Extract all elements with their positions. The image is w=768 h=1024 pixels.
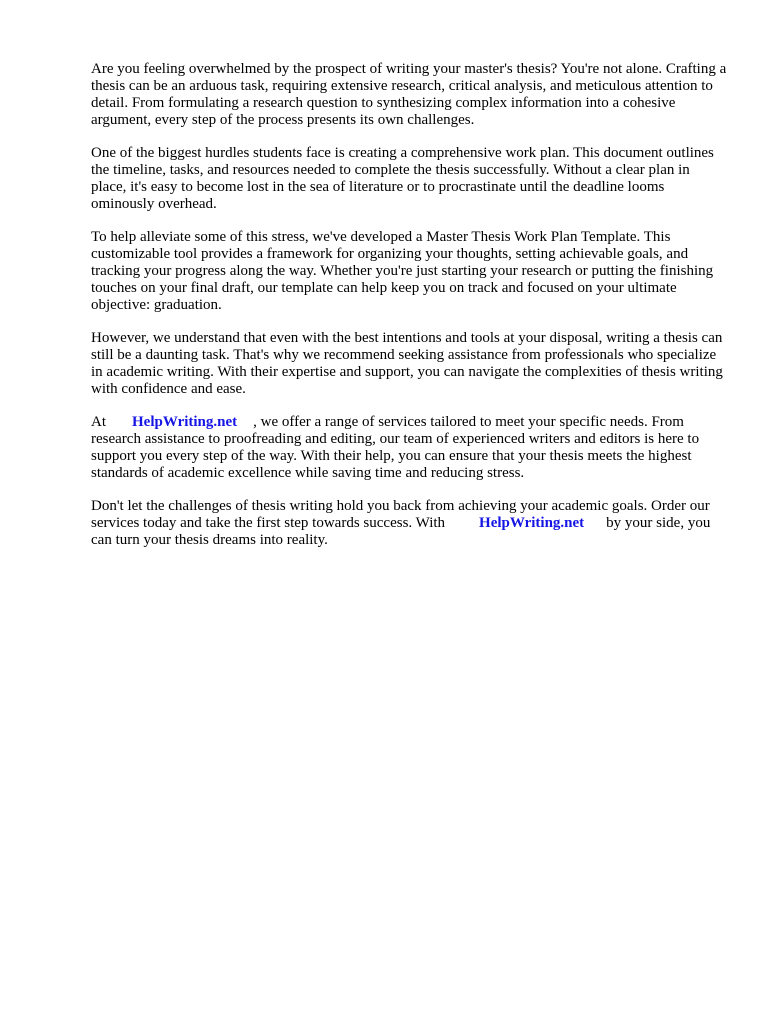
document-page bbox=[91, 61, 727, 565]
paragraph-services-body: , we offer a range of services tailored to meet your specific needs. From research assistance to proofreading and editing, our team of experienced writers and editors is here to support you every step of the way. With their help, you can ensure that your thesis meets the highest standards of academic excellence while saving time and reducing stress. bbox=[91, 414, 700, 481]
paragraph-intro: Are you feeling overwhelmed by the prospect of writing your master's thesis? You're not alone. Crafting a thesis can be an arduous task, requiring extensive research, critical analysis, and meticulous attention to detail. From formulating a research question to synthesizing complex information into a cohesive argument, every step of the process presents its own challenges. bbox=[91, 61, 727, 128]
paragraph-closing-body: by your side, you can turn your thesis dreams into reality. bbox=[91, 515, 711, 548]
paragraph-work-plan: One of the biggest hurdles students face is creating a comprehensive work plan. This document outlines the timeline, tasks, and resources needed to complete the thesis successfully. Without a clear plan in place, it's easy to become lost in the sea of literature or to procrastinate until the deadline looms ominously overhead. bbox=[91, 145, 714, 212]
helpwriting-link[interactable]: HelpWriting.net bbox=[132, 414, 238, 430]
paragraph-closing-lead: Don't let the challenges of thesis writing hold you back from achieving your academic goals. Order our services today and take the first step towards success. With bbox=[91, 498, 710, 531]
helpwriting-link-closing[interactable]: HelpWriting.net bbox=[479, 515, 585, 531]
paragraph-services bbox=[91, 414, 727, 482]
paragraph-closing bbox=[91, 498, 727, 549]
paragraph-services-lead: At bbox=[91, 414, 106, 430]
paragraph-assistance: However, we understand that even with the best intentions and tools at your disposal, writing a thesis can still be a daunting task. That's why we recommend seeking assistance from professionals who specialize in academic writing. With their expertise and support, you can navigate the complexities of thesis writing with confidence and ease. bbox=[91, 330, 723, 397]
paragraph-template: To help alleviate some of this stress, we've developed a Master Thesis Work Plan Template. This customizable tool provides a framework for organizing your thoughts, setting achievable goals, and tracking your progress along the way. Whether you're just starting your research or putting the finishing touches on your final draft, our template can help keep you on track and focused on your ultimate objective: graduation. bbox=[91, 229, 714, 313]
